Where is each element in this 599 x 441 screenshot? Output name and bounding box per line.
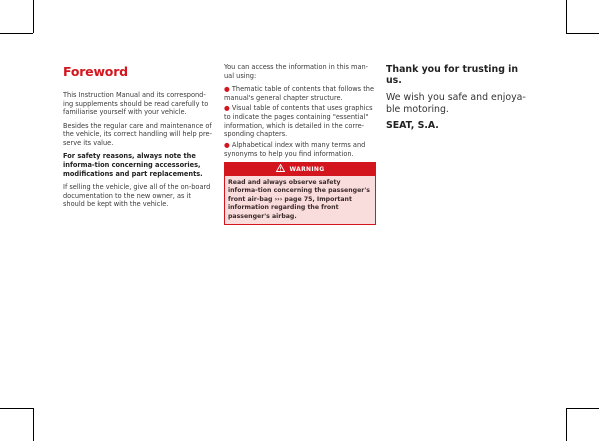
warning-triangle-icon — [276, 164, 285, 174]
warning-body-text: Read and always observe safety informa-tion concerning the passenger's front air-bag — [228, 178, 370, 203]
crop-mark — [566, 408, 567, 441]
crop-mark — [33, 0, 34, 33]
list-item — [224, 85, 376, 102]
list-item-text: Visual table of contents that uses graphics to indicate the pages containing "essential" information, which is detailed in the corre-sponding chapters. — [224, 104, 373, 139]
paragraph: Besides the regular care and maintenance of the vehicle, its correct handling will help pre-serve its value. — [63, 121, 212, 148]
page-reference-link[interactable]: ››› page 75, Important information regarding the front passenger's airbag. — [228, 195, 352, 220]
left-column — [63, 63, 213, 213]
crop-mark — [33, 408, 34, 441]
intro-paragraph: You can access the information in this man-ual using: — [224, 63, 369, 80]
wish-text: We wish you safe and enjoya-ble motoring. — [386, 92, 526, 115]
foreword-heading: Foreword — [63, 64, 128, 79]
company-name: SEAT, S.A. — [386, 120, 439, 131]
crop-mark — [566, 408, 599, 409]
list-item — [224, 104, 376, 139]
bullet-icon: ● — [224, 84, 232, 93]
warning-label: WARNING — [289, 165, 325, 173]
crop-mark — [0, 408, 33, 409]
safety-paragraph: For safety reasons, always note the informa-tion concerning accessories, modifications and part replacements. — [63, 152, 203, 178]
warning-box — [224, 162, 376, 225]
paragraph: This Instruction Manual and its correspond-ing supplements should be read carefully to familiarise yourself with your vehicle. — [63, 91, 209, 117]
bullet-icon: ● — [224, 104, 232, 113]
list-item — [224, 141, 376, 158]
thanks-heading: Thank you for trusting in us. — [386, 64, 519, 86]
middle-column — [224, 63, 376, 225]
crop-mark — [566, 33, 599, 34]
list-item-text: Thematic table of contents that follows the manual's general chapter structure. — [224, 84, 375, 102]
warning-header — [225, 163, 375, 176]
list-item-text: Alphabetical index with many terms and synonyms to help you find information. — [224, 141, 366, 158]
crop-mark — [566, 0, 567, 33]
right-column — [386, 63, 536, 131]
bullet-icon: ● — [224, 141, 232, 150]
warning-text — [225, 176, 375, 224]
crop-mark — [0, 33, 33, 34]
paragraph: If selling the vehicle, give all of the on-board documentation to the new owner, as it should be kept with the vehicle. — [63, 182, 211, 209]
